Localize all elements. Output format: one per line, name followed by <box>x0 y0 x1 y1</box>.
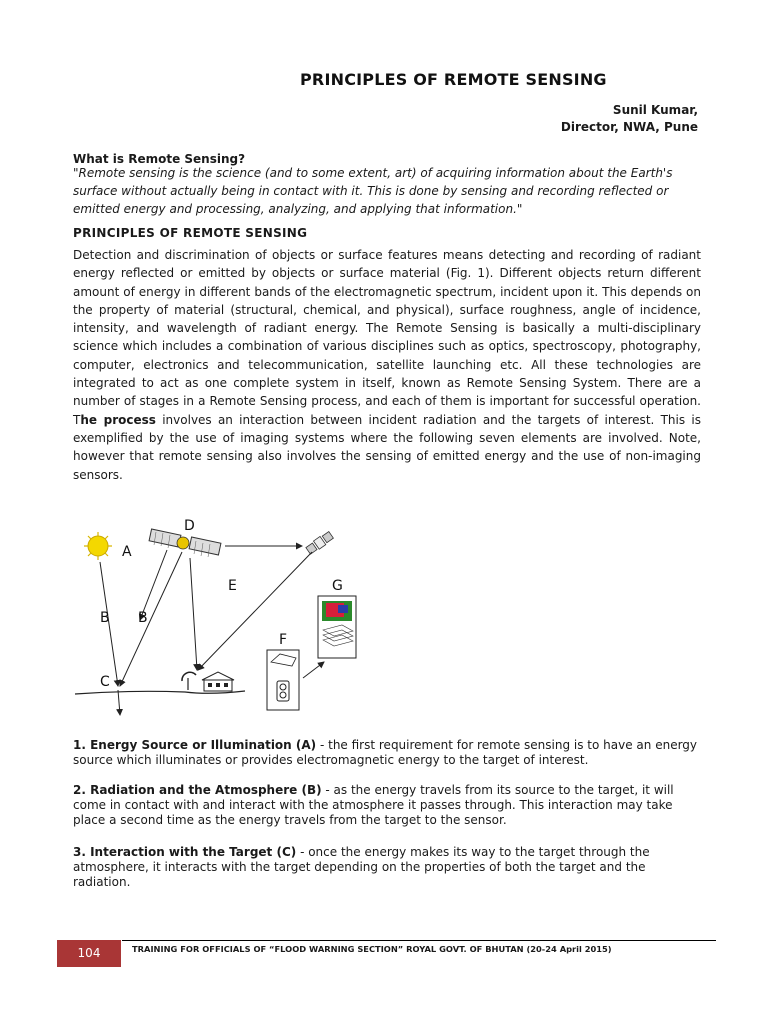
relay-satellite-icon <box>305 531 334 555</box>
item-text: - as the energy travels from its source to the target, it will come in contact with and interact with the atmosphere it passes through. This interaction may take place a second time as the energy travels from the target to the sensor. <box>73 783 674 827</box>
sun-icon <box>84 532 112 560</box>
list-item <box>73 845 701 890</box>
item-heading: 3. Interaction with the Target (C) <box>73 845 297 859</box>
document-title: PRINCIPLES OF REMOTE SENSING <box>300 70 607 89</box>
paragraph-bold-text: he process <box>80 412 156 427</box>
author-block <box>561 102 698 136</box>
item-text: - the first requirement for remote sensing is to have an energy source which illuminates or provides electromagnetic energy to the target of interest. <box>73 738 698 767</box>
footer-divider <box>122 940 716 941</box>
section-heading: PRINCIPLES OF REMOTE SENSING <box>73 226 308 240</box>
remote-sensing-diagram <box>70 510 370 720</box>
body-paragraph <box>73 246 701 484</box>
label-e: E <box>228 578 237 594</box>
item-text: - once the energy makes its way to the target through the atmosphere, it interacts with the target depending on the properties of both the target and the radiation. <box>73 845 650 889</box>
definition-quote: "Remote sensing is the science (and to some extent, art) of acquiring information about the Earth's surface without actually being in contact with it. This is done by sensing and recording reflected or emitted energy and processing, analyzing, and applying that information." <box>73 166 673 216</box>
label-f: F <box>279 632 288 648</box>
item-heading: 2. Radiation and the Atmosphere (B) <box>73 783 322 797</box>
list-item <box>73 738 701 768</box>
paragraph-text-2: involves an interaction between incident radiation and the targets of interest. This is exemplified by the use of imaging systems where the following seven elements are involved. Note, however that remote sensing also involves the sensing of emitted energy and the use of non-imaging sensors. <box>73 412 701 482</box>
processing-station-icon <box>267 650 299 710</box>
item-heading: 1. Energy Source or Illumination (A) <box>73 738 317 752</box>
paragraph-text-1: Detection and discrimination of objects or surface features means detecting and recording of radiant energy reflected or emitted by objects or surface material (Fig. 1). Different objects return different amount of energy in different bands of the electromagnetic spectrum, incident upon it. This depends on the property of material (structural, chemical, and physical), surface roughness, angle of incidence, intensity, and wavelength of radiant energy. The Remote Sensing is basically a multi-disciplinary science which includes a combination of various disciplines such as optics, spectroscopy, photography, computer, electronics and telecommunication, satellite launching etc. All these technologies are integrated to act as one complete system in itself, known as Remote Sensing System. There are a number of stages in a Remote Sensing process, and each of them is important for successful operation. T <box>73 248 701 427</box>
question-heading: What is Remote Sensing? <box>73 152 246 166</box>
label-b1: B <box>100 610 110 626</box>
ground-station-icon <box>182 672 234 691</box>
label-a: A <box>122 544 132 560</box>
label-b2: B <box>138 610 148 626</box>
author-role: Director, NWA, Pune <box>560 120 698 134</box>
label-g: G <box>332 578 343 594</box>
label-d: D <box>184 518 195 534</box>
footer-text: TRAINING FOR OFFICIALS OF “FLOOD WARNING SECTION” ROYAL GOVT. OF BHUTAN (20-24 April 2015) <box>132 944 612 954</box>
page-number: 104 <box>57 940 121 967</box>
label-c: C <box>100 674 110 690</box>
author-name: Sunil Kumar, <box>612 103 698 117</box>
image-display-icon <box>318 596 356 658</box>
list-item <box>73 783 701 828</box>
